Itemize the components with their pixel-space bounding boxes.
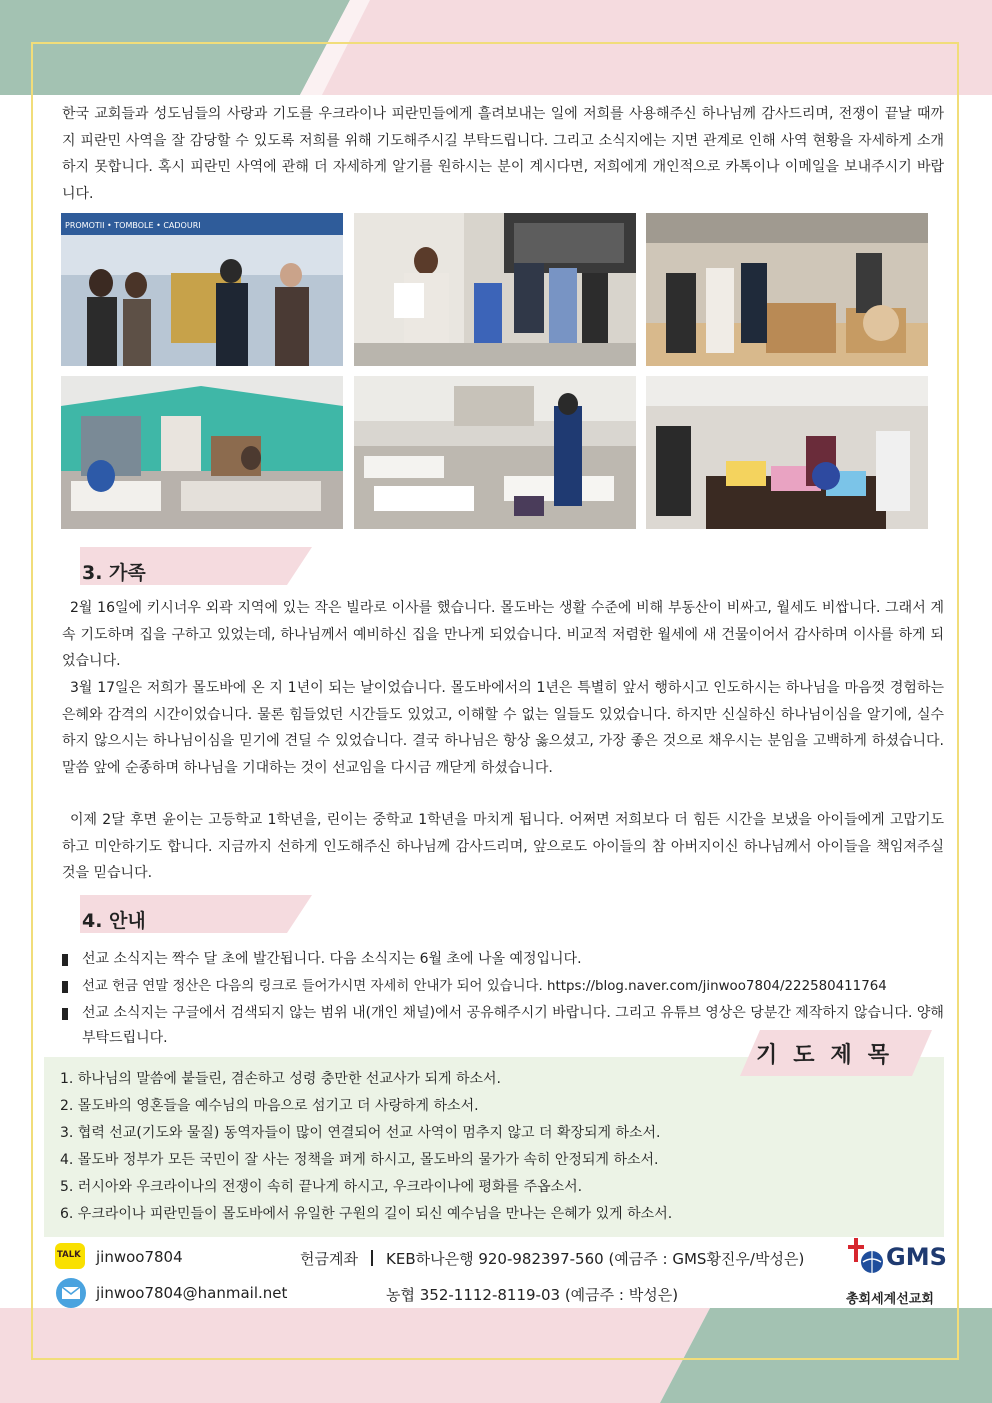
store-sign-text: PROMOTII • TOMBOLE • CADOURI: [65, 221, 201, 230]
notice-item-text: 선교 소식지는 구글에서 검색되지 않는 범위 내(개인 채널)에서 공유해주시기 바랍니다. 그리고 유튜브 영상은 당분간 제작하지 않습니다. 양해 부탁드립니다.: [82, 1005, 944, 1046]
notice-item: [60, 974, 944, 999]
prayer-item: 4. 몰도바 정부가 모든 국민이 잘 사는 정책을 펴게 하시고, 몰도바의 물가가 속히 안정되게 하소서.: [60, 1152, 659, 1168]
prayer-title: 기도제목: [756, 1043, 906, 1068]
photo-shelter-room: [61, 376, 343, 529]
bullet-icon: [62, 1008, 68, 1020]
family-paragraph-3: 이제 2달 후면 윤이는 고등학교 1학년을, 린이는 중학교 1학년을 마치게 됩니다. 어쩌면 저희보다 더 힘든 시간을 보냈을 아이들에게 고맙기도 하고 미안하기도 합니다. 지금까지 선하게 인도해주신 하나님께 감사드리며, 앞으로도 아이들의 참 아버지이신 하나님께서 아이들을 책임져주실 것을 믿습니다.: [62, 812, 944, 881]
kakao-talk-icon: [55, 1243, 85, 1269]
prayer-item: 5. 러시아와 우크라이나의 전쟁이 속히 끝나게 하시고, 우크라이나에 평화를 주옵소서.: [60, 1179, 583, 1195]
notice-item-text: 선교 소식지는 짝수 달 초에 발간됩니다. 다음 소식지는 6월 초에 나올 예정입니다.: [82, 951, 582, 967]
account-1: KEB하나은행 920-982397-560 (예금주 : GMS황진우/박성은): [386, 1250, 805, 1268]
account-divider: [371, 1250, 373, 1266]
bullet-icon: [62, 981, 68, 993]
prayer-item: 3. 협력 선교(기도와 물질) 동역자들이 많이 연결되어 선교 사역이 멈추지 않고 더 확장되게 하소서.: [60, 1125, 661, 1141]
photo-distribution-car: [354, 213, 636, 366]
photo-supplies-hall: [646, 213, 928, 366]
account-2: 농협 352-1112-8119-03 (예금주 : 박성은): [386, 1286, 679, 1304]
photo-mattress-hall: [354, 376, 636, 529]
gms-logo-text: GMS: [886, 1243, 947, 1271]
family-paragraph-1: 2월 16일에 키시너우 외곽 지역에 있는 작은 빌라로 이사를 했습니다. 몰도바는 생활 수준에 비해 부동산이 비싸고, 월세도 비쌉니다. 그래서 계속 기도하며 집을 구하고 있었는데, 하나님께서 예비하신 집을 만나게 되었습니다. 비교적 저렴한 월세에 새 건물이어서 감사하며 이사를 하게 되었습니다.: [62, 600, 944, 669]
notice-item-text: 선교 헌금 연말 정산은 다음의 링크로 들어가시면 자세히 안내가 되어 있습니다. https://blog.naver.com/jinwoo7804/222580411764: [82, 979, 887, 994]
section-title-family: 3. 가족: [82, 562, 146, 584]
notice-item: [60, 947, 944, 972]
prayer-item: 6. 우크라이나 피란민들이 몰도바에서 유일한 구원의 길이 되신 예수님을 만나는 은혜가 있게 하소서.: [60, 1206, 673, 1222]
prayer-list: [60, 1066, 672, 1228]
family-paragraph-2: 3월 17일은 저희가 몰도바에 온 지 1년이 되는 날이었습니다. 몰도바에서의 1년은 특별히 앞서 행하시고 인도하시는 하나님을 마음껏 경험하는 은혜와 감격의 시간이었습니다. 물론 힘들었던 시간들도 있었고, 이해할 수 없는 일들도 있었습니다. 하지만 신실하신 하나님이심을 알기에, 실수하지 않으시는 하나님이심을 믿기에 견딜 수 있었습니다. 결국 하나님은 항상 옳으셨고, 가장 좋은 것으로 채우시는 분임을 고백하게 하셨습니다. 말씀 앞에 순종하며 하나님을 기대하는 것이 선교임을 다시금 깨닫게 하셨습니다.: [62, 680, 944, 776]
gms-logo-icon: [842, 1236, 886, 1276]
prayer-item: 1. 하나님의 말씀에 붙들린, 겸손하고 성령 충만한 선교사가 되게 하소서.: [60, 1071, 501, 1087]
email-address: jinwoo7804@hanmail.net: [96, 1284, 288, 1302]
bullet-icon: [62, 954, 68, 966]
photo-food-table: [646, 376, 928, 529]
section-title-notice: 4. 안내: [82, 910, 146, 932]
kakao-id: jinwoo7804: [96, 1248, 183, 1266]
email-icon: [55, 1277, 87, 1309]
account-label: 헌금계좌: [300, 1250, 358, 1268]
prayer-item: 2. 몰도바의 영혼들을 예수님의 마음으로 섬기고 더 사랑하게 하소서.: [60, 1098, 479, 1114]
intro-paragraph: 한국 교회들과 성도님들의 사랑과 기도를 우크라이나 피란민들에게 흘려보내는 일에 저희를 사용해주신 하나님께 감사드리며, 전쟁이 끝날 때까지 피란민 사역을 잘 감당할 수 있도록 저희를 위해 기도해주시길 부탁드립니다. 그리고 소식지에는 지면 관계로 인해 사역 현황을 자세하게 소개하지 못합니다. 혹시 피란민 사역에 관해 더 자세하게 알기를 원하시는 분이 계시다면, 저희에게 개인적으로 카톡이나 이메일을 보내주시기 바랍니다.: [62, 106, 944, 202]
photo-store-visit: [61, 213, 343, 366]
kakao-talk-icon-label: TALK: [57, 1250, 81, 1260]
org-name: 총회세계선교회: [846, 1292, 934, 1307]
